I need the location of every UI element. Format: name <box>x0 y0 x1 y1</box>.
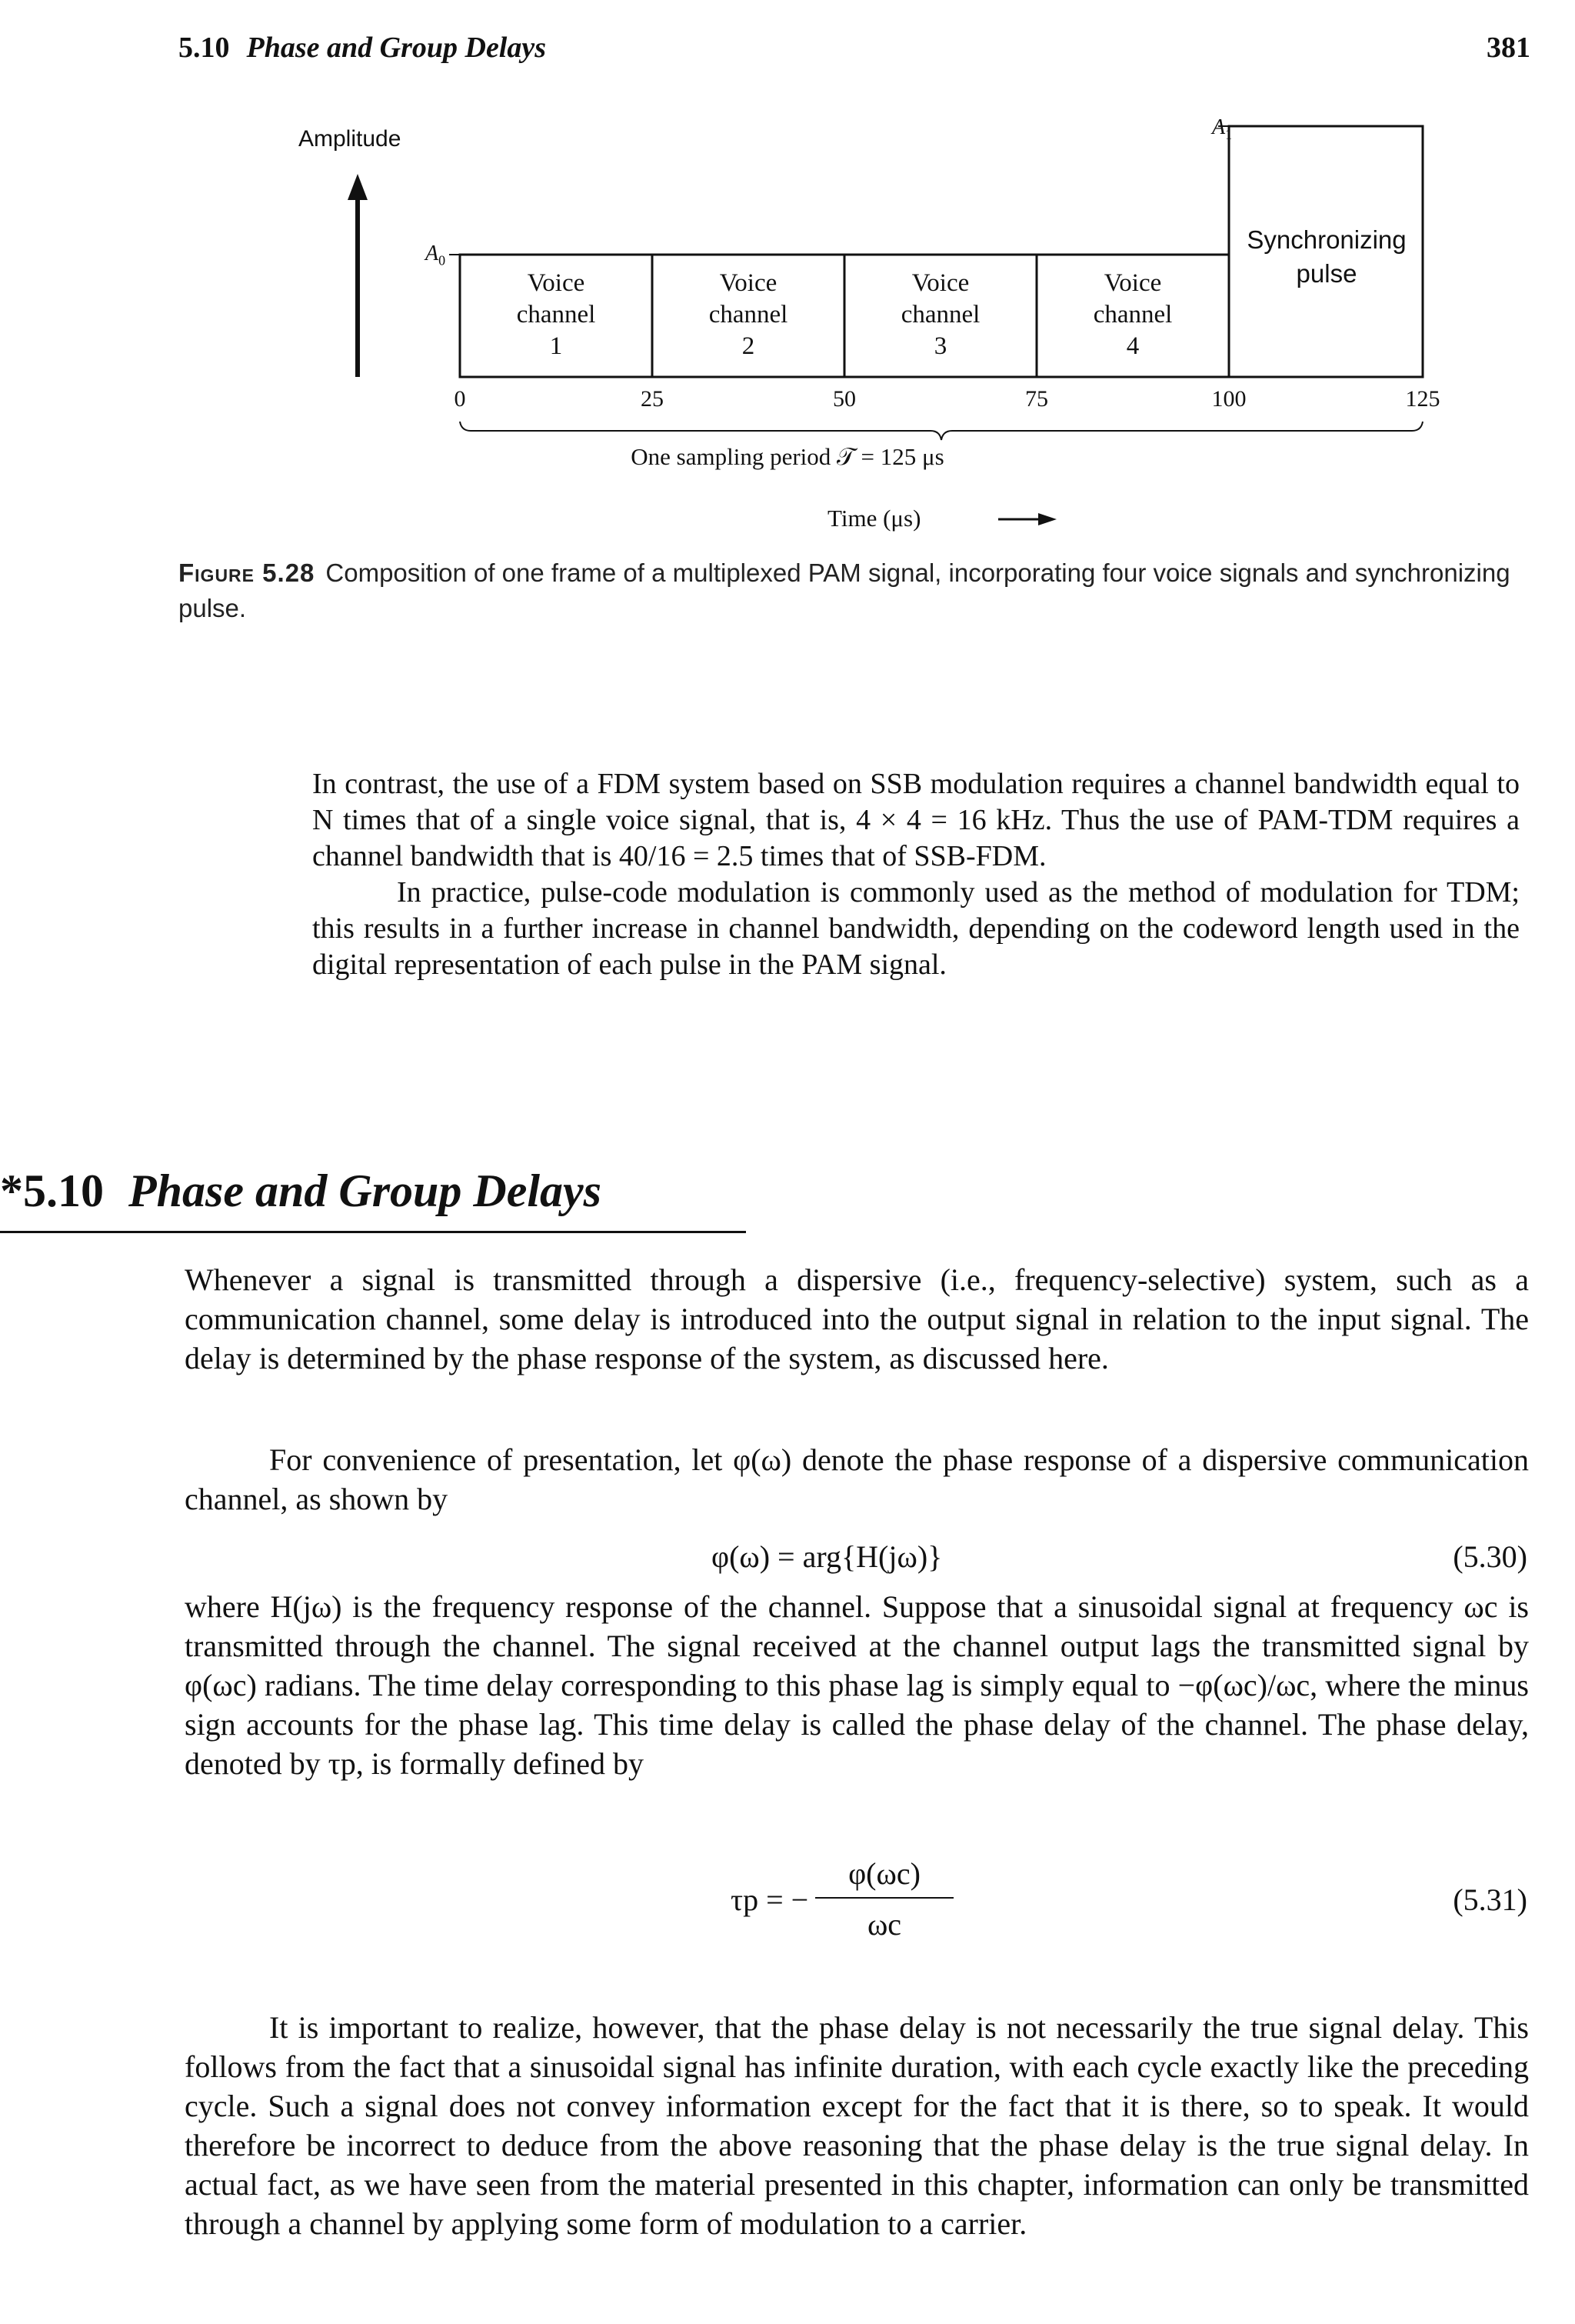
equation-5-31-number: (5.31) <box>1453 1882 1527 1917</box>
channel-3-line1: Voice <box>911 269 970 297</box>
paragraph-p1a: In contrast, the use of a FDM system based on SSB modulation requires a channel bandwidth equal to N times that of a single voice signal, that is, 4 × 4 = 16 kHz. Thus the use of PAM-TDM requires a channel bandwidth that is 40/16 = 2.5 times that of SSB-FDM. <box>312 768 1520 872</box>
channel-2-line3: 2 <box>741 332 755 360</box>
caption-text: Composition of one frame of a multiplexed PAM signal, incorporating four voice signals and synchronizing pulse. <box>178 558 1510 622</box>
equation-5-30: φ(ω) = arg{H(jω)} <box>711 1539 943 1574</box>
amplitude-arrowhead <box>348 174 368 200</box>
page-number: 381 <box>1487 32 1530 64</box>
section-number: *5.10 <box>0 1165 104 1216</box>
channel-label-4 <box>1044 268 1221 362</box>
tick-label: 25 <box>641 386 664 412</box>
channel-3-line2: channel <box>901 301 981 328</box>
section-title: Phase and Group Delays <box>128 1165 602 1216</box>
channel-2-line2: channel <box>708 301 788 328</box>
channel-label-3 <box>852 268 1029 362</box>
paragraph-intro: Whenever a signal is transmitted through a dispersive (i.e., frequency-selective) system, such as a communication channel, some delay is introduced into the output signal in relation to the input signal. The delay is determined by the phase response of the system, as discussed here. <box>185 1262 1529 1375</box>
time-arrowhead <box>1038 513 1057 525</box>
equation-5-31-fraction-bar <box>815 1897 954 1899</box>
level-a0-sub: 0 <box>438 252 446 268</box>
tick-label: 0 <box>454 386 466 412</box>
equation-5-31-denominator: ωc <box>867 1907 902 1942</box>
channel-label-2 <box>660 268 837 362</box>
section-rule <box>0 1231 746 1233</box>
channel-1-line2: channel <box>516 301 596 328</box>
channel-4-line3: 4 <box>1126 332 1140 360</box>
sync-line2: pulse <box>1296 259 1357 288</box>
equation-5-30-number: (5.30) <box>1453 1539 1527 1574</box>
tick-label: 50 <box>833 386 856 412</box>
level-a0-label <box>425 242 445 269</box>
channel-1-line3: 1 <box>549 332 563 360</box>
channel-4-line1: Voice <box>1104 269 1162 297</box>
channel-4-line2: channel <box>1093 301 1173 328</box>
paragraph-true-delay: It is important to realize, however, that the phase delay is not necessarily the true signal delay. This follows from the fact that a sinusoidal signal has infinite duration, with each cycle exactly like the preceding cycle. Such a signal does not convey information except for the fact that it is there, so to speak. It would therefore be incorrect to deduce from the above reasoning that the phase delay is the true signal delay. In actual fact, as we have seen from the material presented in this chapter, information can only be transmitted through a channel by applying some form of modulation to a carrier. <box>185 2010 1529 2241</box>
equation-5-31-numerator: φ(ωc) <box>848 1856 921 1891</box>
running-head-title: Phase and Group Delays <box>246 32 547 64</box>
channel-2-line1: Voice <box>719 269 778 297</box>
caption-label: Figure 5.28 <box>178 558 315 587</box>
level-a0-symbol: A <box>425 242 439 265</box>
paragraph-p1b: In practice, pulse-code modulation is commonly used as the method of modulation for TDM; this results in a further increase in channel bandwidth, depending on the codeword length used in the digital representation of each pulse in the PAM signal. <box>312 876 1520 981</box>
sync-line1: Synchronizing <box>1247 225 1407 254</box>
sampling-period-brace <box>460 422 1423 440</box>
sampling-period-label: One sampling period 𝒯 = 125 μs <box>631 443 944 470</box>
amplitude-label: Amplitude <box>298 126 401 152</box>
running-head-number: 5.10 <box>178 32 230 64</box>
section-heading <box>0 1165 601 1218</box>
level-a1-label <box>1212 115 1232 143</box>
level-a1-sub: 1 <box>1225 126 1233 142</box>
figure-caption <box>178 555 1529 626</box>
equation-5-31-lhs: τp = − <box>731 1882 809 1917</box>
figure-5-28 <box>0 0 1575 585</box>
paragraph-fdm-comparison <box>312 766 1520 983</box>
tick-label: 125 <box>1405 386 1440 412</box>
time-axis-label: Time (μs) <box>827 505 921 532</box>
channel-3-line3: 3 <box>934 332 947 360</box>
tick-label: 100 <box>1211 386 1247 412</box>
paragraph-phase-response: For convenience of presentation, let φ(ω) denote the phase response of a dispersive communication channel, as shown by <box>185 1442 1529 1516</box>
channel-label-1 <box>468 268 644 362</box>
level-a1-symbol: A <box>1212 115 1226 139</box>
paragraph-phase-delay: where H(jω) is the frequency response of the channel. Suppose that a sinusoidal signal at frequency ωc is transmitted through the channel. The signal received at the channel output lags the transmitted signal by φ(ωc) radians. The time delay corresponding to this phase lag is simply equal to −φ(ωc)/ωc, where the minus sign accounts for the phase lag. This time delay is called the phase delay of the channel. The phase delay, denoted by τp, is formally defined by <box>185 1589 1529 1781</box>
channel-1-line1: Voice <box>527 269 585 297</box>
tick-label: 75 <box>1025 386 1048 412</box>
sync-pulse-label <box>1230 223 1423 291</box>
